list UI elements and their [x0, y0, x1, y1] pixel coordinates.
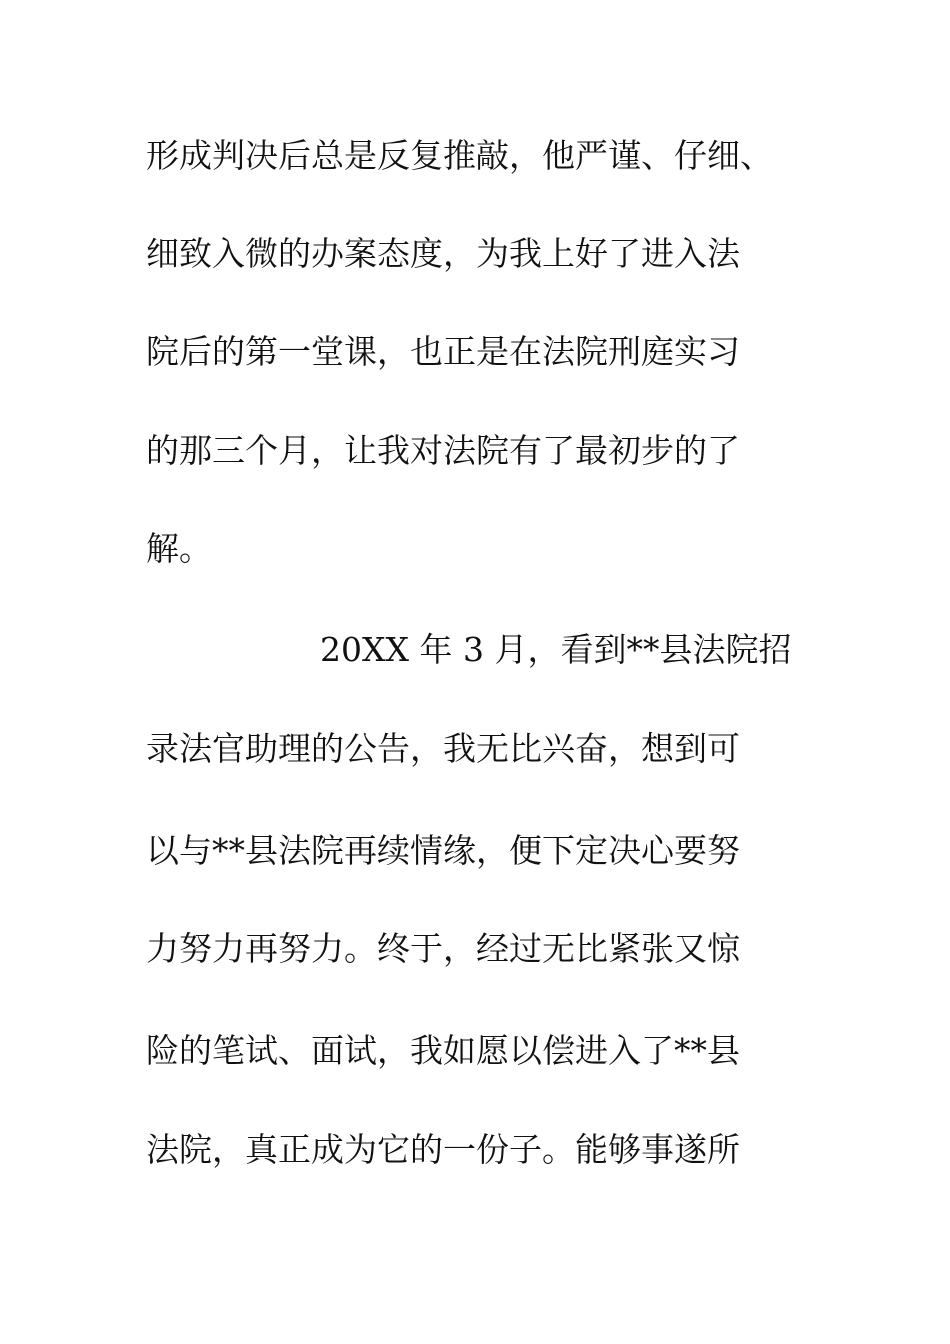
paragraph-line: 解。 [146, 529, 212, 568]
paragraph-line: 细致入微的办案态度，为我上好了进入法 [146, 234, 740, 273]
paragraph-line: 力努力再努力。终于，经过无比紧张又惊 [146, 929, 740, 968]
paragraph-line: 法院，真正成为它的一份子。能够事遂所 [146, 1130, 740, 1169]
paragraph-line: 录法官助理的公告，我无比兴奋，想到可 [146, 729, 740, 768]
paragraph-line: 以与**县法院再续情缘，便下定决心要努 [146, 831, 740, 870]
paragraph-line: 院后的第一堂课，也正是在法院刑庭实习 [146, 332, 740, 371]
paragraph-line: 险的笔试、面试，我如愿以偿进入了**县 [146, 1031, 740, 1070]
paragraph-line: 20XX 年 3 月，看到**县法院招 [320, 630, 792, 669]
paragraph-line: 形成判决后总是反复推敲，他严谨、仔细、 [146, 136, 773, 175]
paragraph-line: 的那三个月，让我对法院有了最初步的了 [146, 431, 740, 470]
